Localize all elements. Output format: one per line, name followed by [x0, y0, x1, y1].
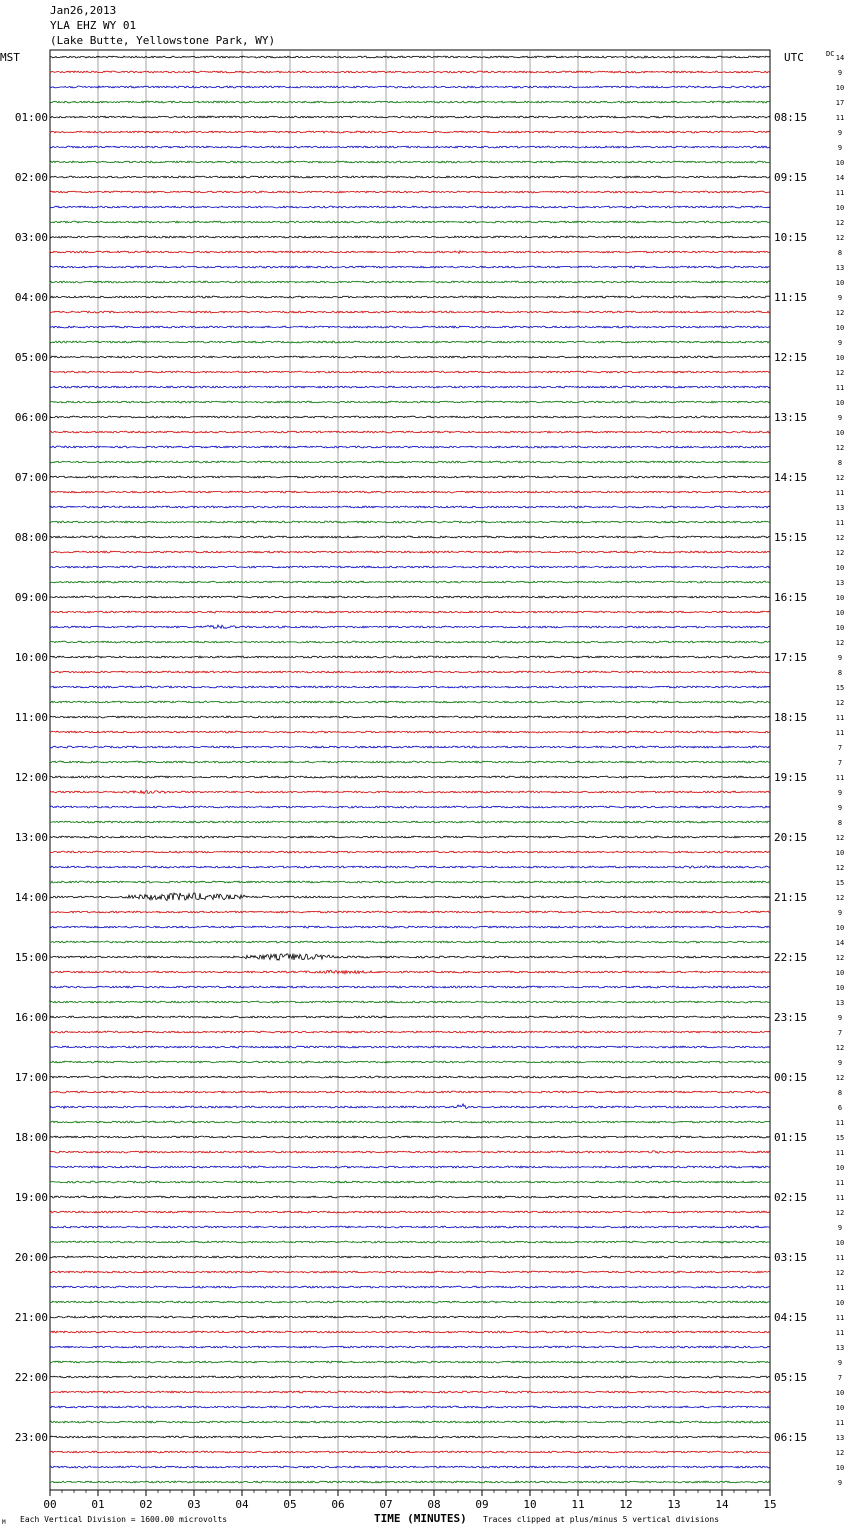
dc-offset-label: 17: [835, 99, 845, 107]
trace-row: [50, 1301, 770, 1303]
trace-row: [50, 1104, 770, 1109]
dc-offset-label: 7: [837, 1029, 843, 1037]
dc-offset-label: 14: [835, 174, 845, 182]
dc-offset-label: 6: [837, 1104, 843, 1112]
mst-hour-label: 09:00: [14, 591, 48, 604]
dc-offset-label: 9: [837, 414, 843, 422]
mst-hour-label: 06:00: [14, 411, 48, 424]
dc-offset-label: 13: [835, 999, 845, 1007]
clip-note: Traces clipped at plus/minus 5 vertical divisions: [483, 1515, 720, 1524]
x-tick-label: 09: [475, 1498, 489, 1511]
dc-offset-label: 14: [835, 939, 845, 947]
dc-offset-label: 7: [837, 744, 843, 752]
dc-offset-label: 11: [835, 1419, 845, 1427]
x-tick-label: 10: [523, 1498, 537, 1511]
plot-frame: [50, 50, 770, 1490]
dc-offset-label: 9: [837, 294, 843, 302]
dc-offset-label: 11: [835, 1179, 845, 1187]
trace-row: [50, 401, 770, 403]
trace-row: [50, 446, 770, 448]
mst-hour-label: 19:00: [14, 1191, 48, 1204]
x-tick-label: 03: [187, 1498, 201, 1511]
trace-row: [50, 131, 770, 133]
trace-row: [50, 371, 770, 373]
dc-offset-label: 12: [835, 864, 845, 872]
mst-hour-label: 16:00: [14, 1011, 48, 1024]
dc-offset-label: 15: [835, 1134, 845, 1142]
trace-row: [50, 926, 770, 928]
trace-row: [50, 625, 770, 629]
dc-offset-label: 11: [835, 1149, 845, 1157]
mst-hour-label: 02:00: [14, 171, 48, 184]
trace-row: [50, 536, 770, 538]
dc-offset-label: 10: [835, 594, 845, 602]
dc-offset-label: 13: [835, 1434, 845, 1442]
trace-row: [50, 1001, 770, 1003]
trace-row: [50, 56, 770, 58]
mst-hour-label: 14:00: [14, 891, 48, 904]
trace-row: [50, 686, 770, 688]
mst-hour-label: 17:00: [14, 1071, 48, 1084]
dc-offset-label: 9: [837, 654, 843, 662]
dc-offset-label: 10: [835, 1389, 845, 1397]
trace-row: [50, 116, 770, 118]
dc-offset-label: 9: [837, 339, 843, 347]
trace-row: [50, 1421, 770, 1423]
dc-offset-label: 11: [835, 519, 845, 527]
utc-hour-label: 20:15: [774, 831, 808, 844]
dc-offset-label: 12: [835, 699, 845, 707]
dc-offset-label: 9: [837, 144, 843, 152]
time-grid: [98, 50, 722, 1490]
trace-row: [50, 954, 770, 961]
trace-row: [50, 221, 770, 223]
dc-offset-label: 11: [835, 489, 845, 497]
x-tick-label: 06: [331, 1498, 345, 1511]
trace-row: [50, 341, 770, 343]
utc-hour-label: 15:15: [774, 531, 808, 544]
trace-row: [50, 566, 770, 568]
trace-row: [50, 1481, 770, 1483]
mst-hour-label: 10:00: [14, 651, 48, 664]
trace-row: [50, 1346, 770, 1348]
trace-row: [50, 1166, 770, 1168]
dc-offset-label: 8: [837, 459, 843, 467]
dc-offset-label: 12: [835, 234, 845, 242]
dc-offset-label: 12: [835, 474, 845, 482]
dc-offset-label: 8: [837, 819, 843, 827]
dc-offset-label: 11: [835, 1284, 845, 1292]
utc-hour-label: 02:15: [774, 1191, 808, 1204]
dc-offset-label: 11: [835, 1194, 845, 1202]
dc-offset-label: 13: [835, 1344, 845, 1352]
trace-row: [50, 161, 770, 163]
trace-row: [50, 716, 770, 718]
trace-row: [50, 656, 770, 658]
trace-row: [50, 1061, 770, 1063]
trace-row: [50, 791, 770, 794]
trace-row: [50, 1076, 770, 1078]
trace-row: [50, 641, 770, 643]
dc-offset-label: 11: [835, 189, 845, 197]
dc-offset-label: 10: [835, 924, 845, 932]
dc-offset-label: 9: [837, 1224, 843, 1232]
mst-hour-label: 13:00: [14, 831, 48, 844]
utc-hour-label: 18:15: [774, 711, 808, 724]
dc-offset-label: 8: [837, 669, 843, 677]
utc-hour-label: 21:15: [774, 891, 808, 904]
dc-offset-label: 10: [835, 324, 845, 332]
x-tick-label: 07: [379, 1498, 393, 1511]
dc-offset-label: 15: [835, 879, 845, 887]
x-tick-label: 13: [667, 1498, 681, 1511]
dc-offset-label: 10: [835, 984, 845, 992]
dc-offset-label: 11: [835, 1254, 845, 1262]
trace-row: [50, 1256, 770, 1258]
trace-row: [50, 821, 770, 823]
dc-offset-label: 9: [837, 129, 843, 137]
dc-offset-label: 11: [835, 1329, 845, 1337]
dc-offset-label: 12: [835, 1269, 845, 1277]
dc-offset-label: 12: [835, 549, 845, 557]
utc-label: UTC: [784, 51, 804, 64]
dc-offset-label: 12: [835, 954, 845, 962]
dc-offset-label: 10: [835, 84, 845, 92]
trace-row: [50, 881, 770, 883]
mst-hour-label: 01:00: [14, 111, 48, 124]
utc-hour-label: 22:15: [774, 951, 808, 964]
utc-hour-label: 05:15: [774, 1371, 808, 1384]
trace-row: [50, 1316, 770, 1318]
dc-offset-label: 9: [837, 1359, 843, 1367]
utc-hour-label: 00:15: [774, 1071, 808, 1084]
x-tick-label: 15: [763, 1498, 777, 1511]
mst-hour-label: 21:00: [14, 1311, 48, 1324]
plot-date: Jan26,2013: [50, 4, 117, 17]
dc-offset-label: 9: [837, 1479, 843, 1487]
dc-offset-label: 11: [835, 729, 845, 737]
dc-offset-label: 10: [835, 1464, 845, 1472]
trace-row: [50, 1466, 770, 1468]
dc-offset-label: 10: [835, 849, 845, 857]
dc-offset-label: 9: [837, 789, 843, 797]
dc-offset-label: 10: [835, 624, 845, 632]
dc-offset-label: 9: [837, 1059, 843, 1067]
trace-row: [50, 1031, 770, 1033]
trace-row: [50, 386, 770, 388]
dc-offset-label: 15: [835, 684, 845, 692]
trace-row: [50, 461, 770, 463]
trace-row: [50, 581, 770, 583]
trace-row: [50, 71, 770, 73]
trace-row: [50, 356, 770, 358]
utc-hour-label: 08:15: [774, 111, 808, 124]
dc-offset-label: 10: [835, 354, 845, 362]
mst-hour-label: 05:00: [14, 351, 48, 364]
trace-row: [50, 1241, 770, 1243]
dc-offset-label: 10: [835, 1299, 845, 1307]
dc-offset-label: 7: [837, 759, 843, 767]
trace-row: [50, 986, 770, 988]
trace-row: [50, 521, 770, 523]
trace-row: [50, 911, 770, 913]
dc-offset-label: 12: [835, 1074, 845, 1082]
x-tick-label: 00: [43, 1498, 57, 1511]
trace-row: [50, 970, 770, 974]
trace-row: [50, 326, 770, 328]
mst-hour-label: 15:00: [14, 951, 48, 964]
mst-hour-label: 20:00: [14, 1251, 48, 1264]
scale-note: Each Vertical Division = 1600.00 microvolts: [20, 1515, 228, 1524]
mst-hour-label: 22:00: [14, 1371, 48, 1384]
helicorder-traces: [50, 56, 770, 1483]
trace-row: [50, 1091, 770, 1093]
dc-offset-label: 12: [835, 444, 845, 452]
mst-hour-label: 23:00: [14, 1431, 48, 1444]
x-tick-label: 05: [283, 1498, 297, 1511]
dc-offset-label: 12: [835, 219, 845, 227]
dc-offset-label: 9: [837, 804, 843, 812]
dc-offset-label: 10: [835, 609, 845, 617]
x-tick-label: 01: [91, 1498, 105, 1511]
dc-offset-label: 11: [835, 384, 845, 392]
dc-offset-label: 13: [835, 579, 845, 587]
trace-row: [50, 941, 770, 943]
trace-row: [50, 506, 770, 508]
trace-row: [50, 1451, 770, 1453]
trace-row: [50, 416, 770, 418]
utc-hour-label: 01:15: [774, 1131, 808, 1144]
dc-offset-label: 11: [835, 1119, 845, 1127]
dc-offset-label: 14: [835, 54, 845, 62]
trace-row: [50, 1376, 770, 1378]
trace-row: [50, 731, 770, 733]
dc-offset-label: 11: [835, 114, 845, 122]
trace-row: [50, 776, 770, 778]
trace-row: [50, 1121, 770, 1123]
utc-hour-label: 10:15: [774, 231, 808, 244]
utc-hour-label: 23:15: [774, 1011, 808, 1024]
trace-row: [50, 851, 770, 853]
trace-row: [50, 101, 770, 103]
station-code: YLA EHZ WY 01: [50, 19, 137, 32]
trace-row: [50, 1271, 770, 1273]
mst-hour-label: 04:00: [14, 291, 48, 304]
trace-row: [50, 1406, 770, 1408]
trace-row: [50, 1211, 770, 1213]
corner-mark: M: [2, 1519, 6, 1526]
dc-offset-label: 12: [835, 1209, 845, 1217]
dc-offset-label: 9: [837, 1014, 843, 1022]
trace-row: [50, 1436, 770, 1438]
trace-row: [50, 611, 770, 613]
utc-hour-label: 16:15: [774, 591, 808, 604]
trace-row: [50, 1286, 770, 1288]
trace-row: [50, 761, 770, 763]
trace-row: [50, 296, 770, 298]
utc-hour-label: 03:15: [774, 1251, 808, 1264]
utc-hour-label: 12:15: [774, 351, 808, 364]
x-tick-label: 08: [427, 1498, 441, 1511]
trace-row: [50, 1016, 770, 1018]
x-tick-label: 11: [571, 1498, 585, 1511]
dc-offset-label: 10: [835, 564, 845, 572]
trace-row: [50, 206, 770, 208]
trace-row: [50, 491, 770, 493]
utc-hour-label: 06:15: [774, 1431, 808, 1444]
x-axis-title: TIME (MINUTES): [374, 1512, 467, 1525]
utc-hour-label: 17:15: [774, 651, 808, 664]
dc-offset-label: 10: [835, 1404, 845, 1412]
dc-offset-label: 8: [837, 1089, 843, 1097]
dc-offset-label: 12: [835, 1449, 845, 1457]
trace-row: [50, 1391, 770, 1393]
utc-hour-label: 11:15: [774, 291, 808, 304]
trace-row: [50, 266, 770, 268]
dc-offset-label: 10: [835, 399, 845, 407]
dc-offset-label: 12: [835, 639, 845, 647]
trace-row: [50, 476, 770, 478]
dc-offset-label: 7: [837, 1374, 843, 1382]
trace-row: [50, 551, 770, 553]
dc-offset-label: 9: [837, 69, 843, 77]
dc-offset-label: 12: [835, 1044, 845, 1052]
x-tick-label: 14: [715, 1498, 729, 1511]
dc-offset-label: 13: [835, 264, 845, 272]
utc-hour-label: 19:15: [774, 771, 808, 784]
dc-offset-label: 12: [835, 309, 845, 317]
trace-row: [50, 806, 770, 808]
dc-label: DC: [826, 50, 835, 58]
dc-offset-label: 8: [837, 249, 843, 257]
mst-hour-label: 18:00: [14, 1131, 48, 1144]
trace-row: [50, 146, 770, 148]
trace-row: [50, 1136, 770, 1138]
dc-offset-label: 10: [835, 159, 845, 167]
trace-row: [50, 1226, 770, 1228]
dc-offset-label: 11: [835, 714, 845, 722]
trace-row: [50, 251, 770, 254]
trace-row: [50, 281, 770, 283]
trace-row: [50, 1196, 770, 1198]
dc-offset-label: 9: [837, 909, 843, 917]
mst-hour-label: 12:00: [14, 771, 48, 784]
trace-row: [50, 176, 770, 178]
mst-hour-label: 07:00: [14, 471, 48, 484]
trace-row: [50, 836, 770, 838]
mst-hour-label: 03:00: [14, 231, 48, 244]
dc-offset-label: 11: [835, 774, 845, 782]
x-tick-label: 04: [235, 1498, 249, 1511]
trace-row: [50, 191, 770, 193]
trace-row: [50, 596, 770, 598]
dc-offset-label: 10: [835, 1239, 845, 1247]
trace-row: [50, 671, 770, 673]
station-location: (Lake Butte, Yellowstone Park, WY): [50, 34, 276, 47]
mst-hour-label: 11:00: [14, 711, 48, 724]
trace-row: [50, 701, 770, 703]
dc-offset-label: 12: [835, 834, 845, 842]
trace-row: [50, 893, 770, 901]
mst-hour-label: 08:00: [14, 531, 48, 544]
dc-offset-label: 10: [835, 279, 845, 287]
trace-row: [50, 1331, 770, 1333]
trace-row: [50, 746, 770, 748]
utc-hour-label: 13:15: [774, 411, 808, 424]
dc-offset-label: 12: [835, 369, 845, 377]
trace-row: [50, 1181, 770, 1183]
dc-offset-label: 12: [835, 894, 845, 902]
x-tick-label: 02: [139, 1498, 153, 1511]
utc-hour-label: 04:15: [774, 1311, 808, 1324]
trace-row: [50, 86, 770, 88]
dc-offset-label: 12: [835, 534, 845, 542]
x-tick-label: 12: [619, 1498, 633, 1511]
trace-row: [50, 1361, 770, 1363]
utc-hour-label: 09:15: [774, 171, 808, 184]
dc-offset-label: 10: [835, 969, 845, 977]
utc-hour-label: 14:15: [774, 471, 808, 484]
trace-row: [50, 431, 770, 433]
mst-label: MST: [0, 51, 20, 64]
dc-offset-label: 11: [835, 1314, 845, 1322]
dc-offset-label: 10: [835, 204, 845, 212]
dc-offset-label: 10: [835, 1164, 845, 1172]
trace-row: [50, 311, 770, 313]
trace-row: [50, 1151, 770, 1154]
trace-row: [50, 236, 770, 238]
axis-labels: [0, 50, 844, 1511]
trace-row: [50, 866, 770, 868]
trace-row: [50, 1046, 770, 1048]
dc-offset-label: 13: [835, 504, 845, 512]
dc-offset-label: 10: [835, 429, 845, 437]
